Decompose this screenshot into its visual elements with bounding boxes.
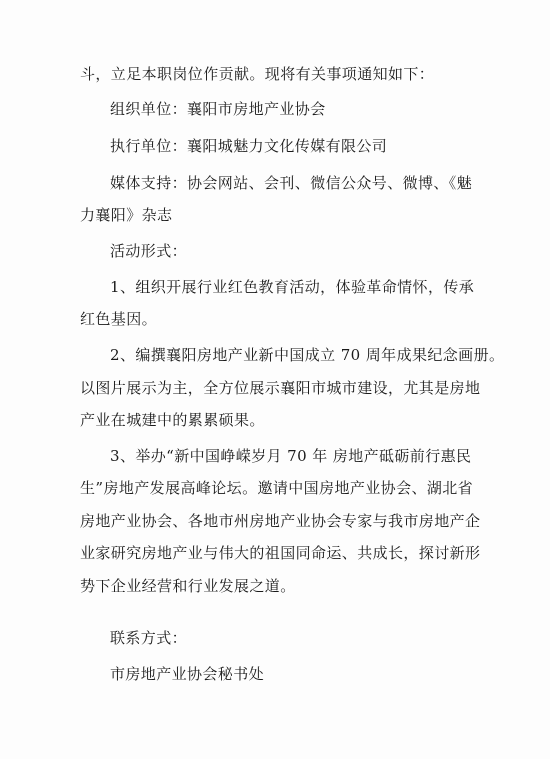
item-2-line-3: 产业在城建中的累累硕果。 <box>80 411 265 429</box>
item-3-line-2: 生”房地产发展高峰论坛。邀请中国房地产业协会、湖北省 <box>80 479 474 497</box>
item-3-line-1: 3、举办“新中国峥嵘岁月 70 年 房地产砥砺前行惠民 <box>110 447 472 465</box>
executor-line: 执行单位：襄阳城魅力文化传媒有限公司 <box>110 137 388 155</box>
media-support-line-2: 力襄阳》杂志 <box>80 206 173 224</box>
item-3-line-5: 势下企业经营和行业发展之道。 <box>80 577 296 595</box>
intro-line: 斗，立足本职岗位作贡献。现将有关事项通知如下： <box>80 65 435 83</box>
item-2-line-1: 2、编撰襄阳房地产业新中国成立 70 周年成果纪念画册。 <box>110 346 505 364</box>
item-1-line-2: 红色基因。 <box>80 310 158 328</box>
item-3-line-3: 房地产业协会、各地市州房地产业协会专家与我市房地产企 <box>80 512 481 530</box>
organizer-line: 组织单位：襄阳市房地产业协会 <box>110 100 326 118</box>
contact-heading: 联系方式： <box>110 629 188 647</box>
activity-form-heading: 活动形式： <box>110 242 188 260</box>
contact-office: 市房地产业协会秘书处 <box>110 665 265 683</box>
media-support-line: 媒体支持：协会网站、会刊、微信公众号、微博、《魅 <box>110 174 473 192</box>
item-2-line-2: 以图片展示为主，全方位展示襄阳市城市建设，尤其是房地 <box>80 379 481 397</box>
item-3-line-4: 业家研究房地产业与伟大的祖国同命运、共成长，探讨新形 <box>80 544 481 562</box>
item-1-line-1: 1、组织开展行业红色教育活动，体验革命情怀，传承 <box>110 278 475 296</box>
